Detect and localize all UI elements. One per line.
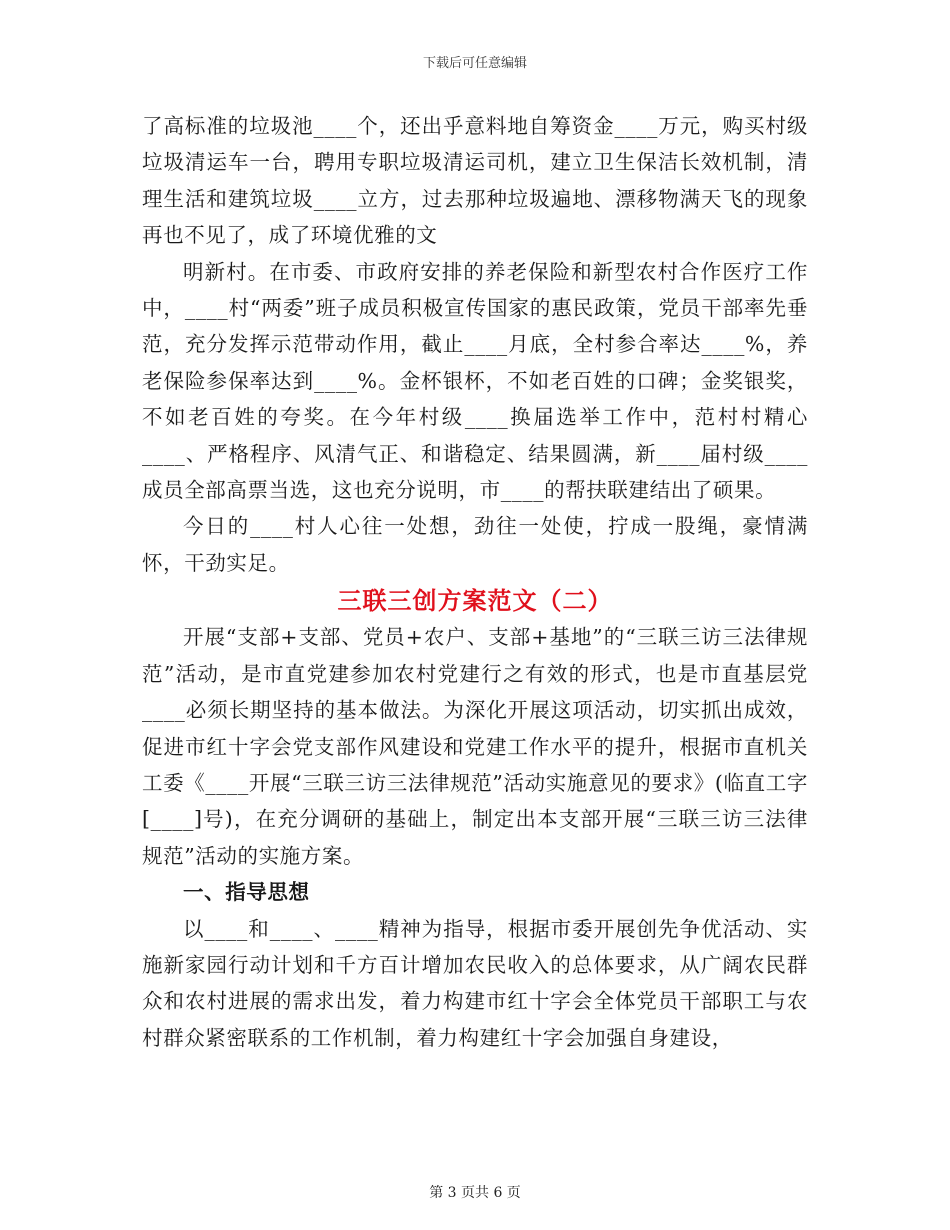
page-footer: 第 3 页共 6 页 bbox=[429, 1185, 521, 1201]
paragraph-civilized-village: 明新村。在市委、市政府安排的养老保险和新型农村合作医疗工作中，____村“两委”班子成员积极宣传国家的惠民政策，党员干部率先垂范，充分发挥示范带动作用，截止____月底，全村参合率达____%，养老保险参保率达到____%。金杯银杯，不如老百姓的口碑；金奖银奖，不如老百姓的夸奖。在今年村级____换届选举工作中，范村村精心____、严格程序、风清气正、和谐稳定、结果圆满，新____届村级____成员全部高票当选，这也充分说明，市____的帮扶联建结出了硕果。 bbox=[142, 259, 808, 503]
section-title: 三联三创方案范文（二） bbox=[337, 586, 613, 616]
heading-guiding-ideology: 一、指导思想 bbox=[183, 880, 310, 905]
document-body bbox=[142, 108, 808, 1056]
paragraph-village-spirit: 今日的____村人心往一处想，劲往一处使，拧成一股绳，豪情满怀，干劲实足。 bbox=[142, 514, 808, 575]
paragraph-intro: 开展“支部+支部、党员+农户、支部+基地”的“三联三访三法律规范”活动，是市直党建参加农村党建行之有效的形式，也是市直基层党____必须长期坚持的基本做法。为深化开展这项活动，切实抓出成效，促进市红十字会党支部作风建设和党建工作水平的提升，根据市直机关工委《____开展“三联三访三法律规范”活动实施意见的要求》(临直工字[____]号)，在充分调研的基础上，制定出本支部开展“三联三访三法律规范”活动的实施方案。 bbox=[142, 625, 808, 868]
paragraph-garbage-cleanup: 了高标准的垃圾池____个，还出乎意料地自筹资金____万元，购买村级垃圾清运车一台，聘用专职垃圾清运司机，建立卫生保洁长效机制，清理生活和建筑垃圾____立方，过去那种垃圾遍地、漂移物满天飞的现象再也不见了，成了环境优雅的文 bbox=[142, 114, 808, 248]
page-header: 下载后可任意编辑 bbox=[422, 56, 527, 71]
paragraph-guidance: 以____和____、____精神为指导，根据市委开展创先争优活动、实施新家园行动计划和千方百计增加农民收入的总体要求，从广阔农民群众和农村进展的需求出发，着力构建市红十字会全体党员干部职工与农村群众紧密联系的工作机制，着力构建红十字会加强自身建设， bbox=[142, 916, 808, 1050]
